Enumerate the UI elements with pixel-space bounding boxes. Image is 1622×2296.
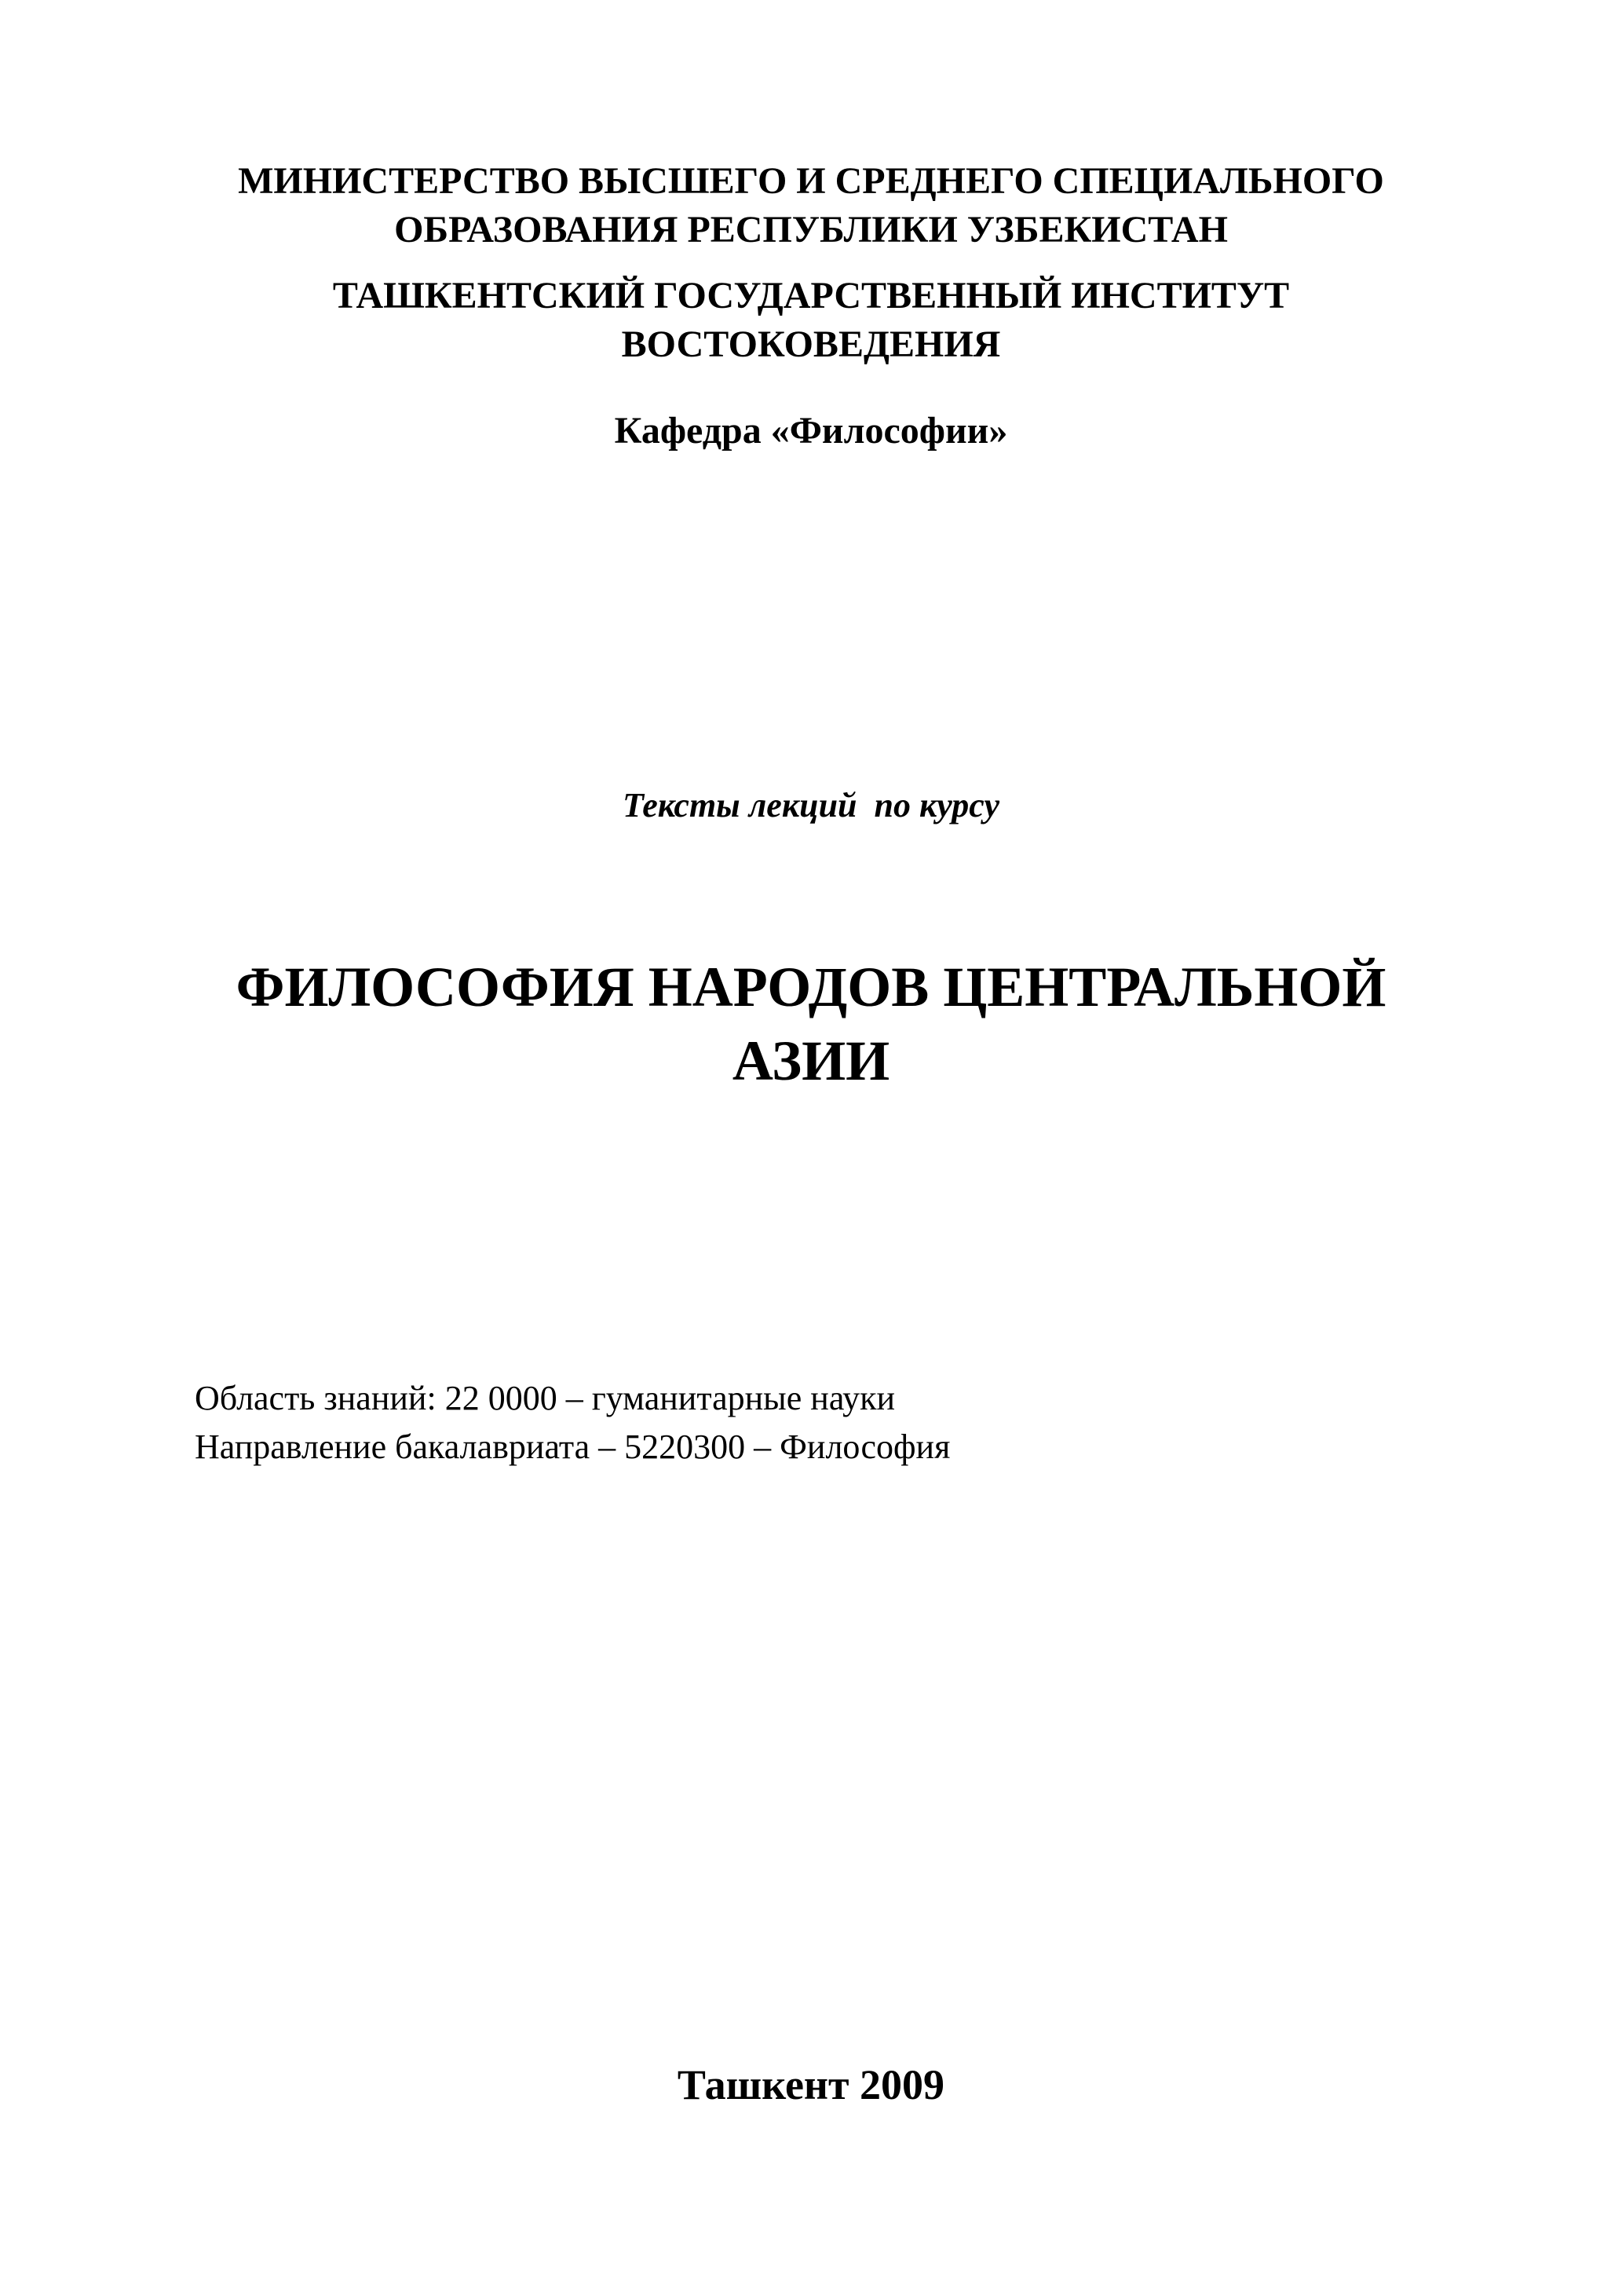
place-year-text: Ташкент 2009 (677, 2061, 945, 2108)
ministry-line-1: МИНИСТЕРСТВО ВЫСШЕГО И СРЕДНЕГО СПЕЦИАЛЬНОГО (238, 160, 1384, 202)
title-line-2: АЗИИ (732, 1029, 890, 1092)
department-name: Кафедра «Философии» (614, 410, 1008, 452)
institute-heading (0, 272, 1622, 369)
institute-line-2: ВОСТОКОВЕДЕНИЯ (621, 324, 1001, 365)
title-line-1: ФИЛОСОФИЯ НАРОДОВ ЦЕНТРАЛЬНОЙ (236, 956, 1386, 1018)
ministry-line-2: ОБРАЗОВАНИЯ РЕСПУБЛИКИ УЗБЕКИСТАН (394, 209, 1228, 250)
institute-line-1: ТАШКЕНТСКИЙ ГОСУДАРСТВЕННЫЙ ИНСТИТУТ (332, 275, 1290, 316)
course-subtitle (0, 782, 1622, 829)
course-title (0, 950, 1622, 1098)
department-heading (0, 407, 1622, 455)
field-of-knowledge: Область знаний: 22 0000 – гуманитарные науки (195, 1379, 896, 1417)
ministry-heading (0, 157, 1622, 254)
bachelor-direction: Направление бакалавриата – 5220300 – Философия (195, 1428, 951, 1466)
course-info (195, 1374, 950, 1472)
place-and-year (0, 2057, 1622, 2112)
subtitle-text: Тексты лекций по курсу (622, 786, 1000, 824)
